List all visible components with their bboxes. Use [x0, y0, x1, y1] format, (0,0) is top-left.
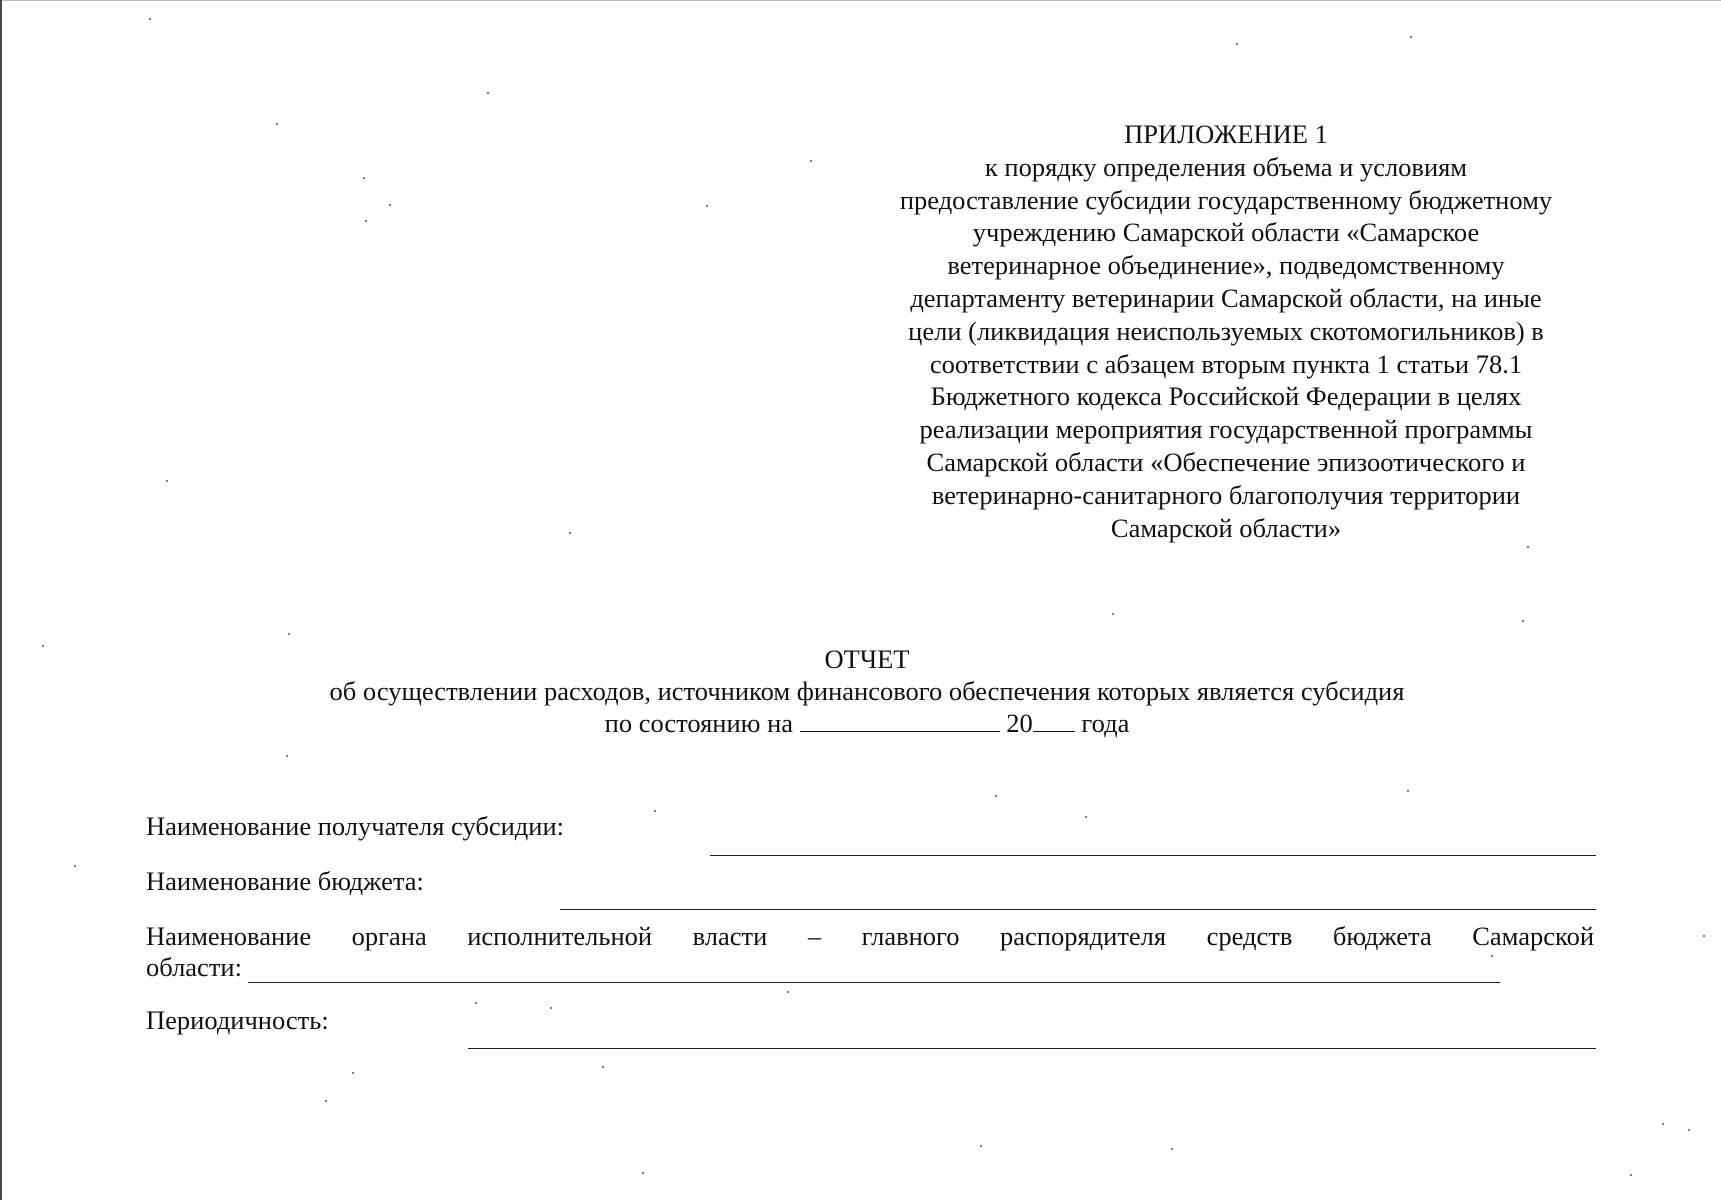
- authority-label-row: [146, 920, 1594, 952]
- periodicity-label: Периодичность:: [146, 1005, 329, 1035]
- scan-speck: [149, 18, 151, 20]
- scan-speck: [1085, 816, 1087, 818]
- scan-speck: [602, 1066, 604, 1068]
- appendix-line: к порядку определения объема и условиям: [984, 151, 1468, 182]
- scan-speck: [1703, 935, 1705, 937]
- scan-speck: [1407, 790, 1409, 792]
- authority-word: власти: [692, 921, 768, 951]
- scan-speck: [1630, 1174, 1632, 1176]
- report-year-suffix: года: [1081, 708, 1130, 738]
- scan-speck: [654, 810, 656, 812]
- scan-speck: [550, 1007, 552, 1009]
- recipient-label: Наименование получателя субсидии:: [146, 811, 565, 841]
- appendix-title: ПРИЛОЖЕНИЕ 1: [1124, 119, 1328, 149]
- scan-speck: [706, 205, 708, 207]
- budget-input-line[interactable]: [560, 909, 1596, 910]
- scan-speck: [980, 1145, 982, 1147]
- report-date-prefix: по состоянию на: [604, 708, 794, 738]
- authority-word: –: [807, 921, 822, 951]
- scan-speck: [352, 1072, 354, 1074]
- appendix-line: Бюджетного кодекса Российской Федерации в целях: [930, 381, 1522, 412]
- appendix-heading: [846, 118, 1606, 544]
- scan-speck: [286, 755, 288, 757]
- report-year-prefix: 20: [1006, 708, 1033, 738]
- scan-speck: [166, 480, 168, 482]
- scan-speck: [569, 532, 571, 534]
- scan-speck: [1112, 613, 1114, 615]
- appendix-line: соответствии с абзацем вторым пункта 1 статьи 78.1: [929, 348, 1523, 379]
- report-year-blank[interactable]: [1033, 709, 1075, 732]
- appendix-line: Самарской области»: [1110, 512, 1342, 543]
- report-subtitle: об осуществлении расходов, источником финансового обеспечения которых является субсидия: [329, 676, 1405, 706]
- authority-word: бюджета: [1332, 921, 1432, 951]
- scan-speck: [1527, 546, 1529, 548]
- appendix-line: ветеринарное объединение», подведомственному: [947, 250, 1505, 281]
- appendix-line: Самарской области «Обеспечение эпизоотического и: [926, 446, 1526, 477]
- scan-speck: [1522, 620, 1524, 622]
- scan-speck: [487, 92, 489, 94]
- scan-speck: [1236, 43, 1238, 45]
- scan-speck: [1491, 955, 1493, 957]
- report-heading: [140, 643, 1594, 739]
- scan-speck: [389, 204, 391, 206]
- appendix-line: предоставление субсидии государственному бюджетному: [899, 184, 1553, 215]
- recipient-input-line[interactable]: [710, 855, 1596, 856]
- scan-speck: [995, 795, 997, 797]
- scan-speck: [475, 1002, 477, 1004]
- scan-speck: [74, 865, 76, 867]
- scan-speck: [365, 220, 367, 222]
- authority-word: Наименование: [146, 921, 312, 951]
- periodicity-input-line[interactable]: [468, 1048, 1596, 1049]
- authority-word: средств: [1206, 921, 1293, 951]
- scan-speck: [1171, 1148, 1173, 1150]
- appendix-line: департаменту ветеринарии Самарской области, на иные: [910, 282, 1542, 313]
- scan-speck: [810, 160, 812, 162]
- authority-word: распорядителя: [1000, 921, 1167, 951]
- report-date-blank[interactable]: [800, 709, 1000, 732]
- scan-speck: [1662, 1123, 1664, 1125]
- scan-speck: [1410, 36, 1412, 38]
- scan-speck: [325, 1100, 327, 1102]
- scan-speck: [288, 633, 290, 635]
- scan-speck: [363, 177, 365, 179]
- scan-speck: [787, 991, 789, 993]
- authority-word: органа: [351, 921, 427, 951]
- authority-input-line[interactable]: [248, 982, 1500, 983]
- authority-word: исполнительной: [467, 921, 653, 951]
- budget-label: Наименование бюджета:: [146, 866, 424, 896]
- appendix-line: реализации мероприятия государственной программы: [919, 414, 1533, 445]
- scan-speck: [642, 1172, 644, 1174]
- appendix-line: ветеринарно-санитарного благополучия территории: [931, 479, 1521, 510]
- report-date-line: [140, 707, 1594, 739]
- authority-continuation: области:: [146, 952, 242, 982]
- appendix-line: цели (ликвидация неиспользуемых скотомогильников) в: [908, 315, 1544, 346]
- scan-speck: [42, 645, 44, 647]
- scan-top-edge: [0, 0, 1721, 1]
- scan-speck: [1688, 1129, 1690, 1131]
- authority-word: Самарской: [1472, 921, 1594, 951]
- appendix-line: учреждению Самарской области «Самарское: [972, 217, 1480, 248]
- report-title: ОТЧЕТ: [824, 644, 910, 674]
- scan-left-edge: [0, 0, 2, 1200]
- scan-speck: [276, 123, 278, 125]
- authority-word: главного: [861, 921, 960, 951]
